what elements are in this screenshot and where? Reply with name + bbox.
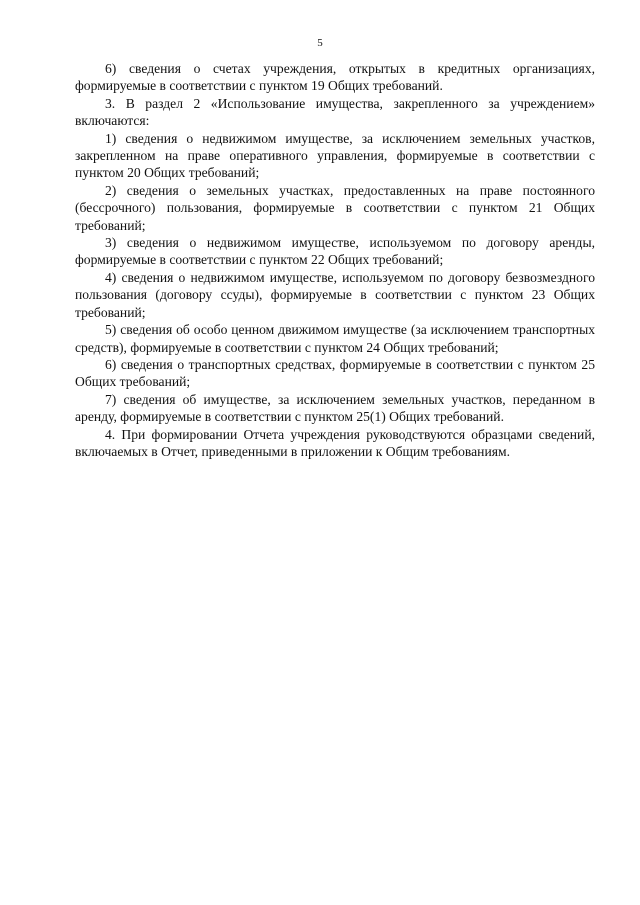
paragraph-item-3-lease: 3) сведения о недвижимом имуществе, используемом по договору аренды, формируемые в соответствии с пунктом 22 Общих требований; xyxy=(75,235,595,268)
paragraph-section-4: 4. При формировании Отчета учреждения руководствуются образцами сведений, включаемых в Отчет, приведенными в приложении к Общим требованиям. xyxy=(75,426,595,459)
paragraph-item-6-accounts: 6) сведения о счетах учреждения, открытых в кредитных организациях, формируемые в соответствии с пунктом 19 Общих требований. xyxy=(75,61,595,94)
paragraph-item-1-real-estate: 1) сведения о недвижимом имуществе, за исключением земельных участков, закрепленном на праве оперативного управления, формируемые в соответствии с пунктом 20 Общих требований; xyxy=(75,130,595,181)
paragraph-item-5-movable-property: 5) сведения об особо ценном движимом имуществе (за исключением транспортных средств), формируемые в соответствии с пунктом 24 Общих требований; xyxy=(75,322,595,355)
page-number: 5 xyxy=(317,37,323,49)
paragraph-item-2-land-plots: 2) сведения о земельных участках, предоставленных на праве постоянного (бессрочного) пользования, формируемые в соответствии с пунктом 21 Общих требований; xyxy=(75,182,595,233)
paragraph-item-4-free-use: 4) сведения о недвижимом имуществе, используемом по договору безвозмездного пользования (договору ссуды), формируемые в соответствии с пунктом 23 Общих требований; xyxy=(75,269,595,320)
paragraph-section-3: 3. В раздел 2 «Использование имущества, закрепленного за учреждением» включаются: xyxy=(75,95,595,129)
paragraph-item-7-leased-out: 7) сведения об имуществе, за исключением земельных участков, переданном в аренду, формируемые в соответствии с пунктом 25(1) Общих требований. xyxy=(75,391,595,425)
document-body xyxy=(75,60,595,460)
paragraph-item-6-vehicles: 6) сведения о транспортных средствах, формируемые в соответствии с пунктом 25 Общих требований; xyxy=(75,356,595,390)
